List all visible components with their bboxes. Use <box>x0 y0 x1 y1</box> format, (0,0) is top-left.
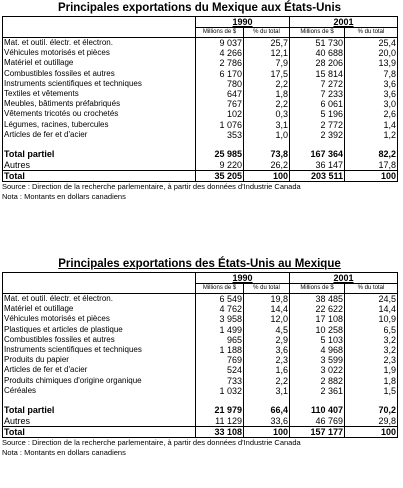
percent-cell: 3,2 <box>345 335 398 345</box>
table-row <box>3 355 398 365</box>
currency-note: Nota : Montants en dollars canadiens <box>2 192 126 202</box>
percent-cell: 14,4 <box>244 304 290 314</box>
value-cell: 7 272 <box>290 79 345 89</box>
row-label: Instruments scientifiques et techniques <box>3 345 196 355</box>
row-label: Mat. et outil. électr. et électron. <box>3 38 196 49</box>
value-cell: 15 814 <box>290 69 345 79</box>
source-note: Source : Direction de la recherche parlementaire, à partir des données d'Industrie Canada <box>2 438 301 448</box>
table-row <box>3 304 398 314</box>
percent-cell: 2,2 <box>244 376 290 386</box>
percent-cell: 4,5 <box>244 325 290 335</box>
percent-cell: 3,6 <box>244 345 290 355</box>
value-cell: 767 <box>196 99 244 109</box>
column-header: Millions de $ <box>290 284 345 294</box>
percent-cell: 1,4 <box>345 120 398 130</box>
corner-cell <box>3 17 196 28</box>
column-header: Millions de $ <box>196 284 244 294</box>
table-row <box>3 99 398 109</box>
value-cell: 6 061 <box>290 99 345 109</box>
source-note: Source : Direction de la recherche parlementaire, à partir des données d'Industrie Canada <box>2 182 301 192</box>
value-cell: 3 022 <box>290 365 345 375</box>
table-row <box>3 89 398 99</box>
table-row <box>3 109 398 119</box>
value-cell: 17 108 <box>290 314 345 324</box>
row-label: Total <box>3 427 196 438</box>
percent-cell: 24,5 <box>345 294 398 305</box>
row-label: Autres <box>3 416 196 427</box>
table-row <box>3 48 398 58</box>
value-cell: 22 622 <box>290 304 345 314</box>
data-table <box>2 16 398 182</box>
row-label: Véhicules motorisés et pièces <box>3 48 196 58</box>
value-cell: 2 882 <box>290 376 345 386</box>
others-row <box>3 160 398 171</box>
percent-cell: 1,8 <box>244 89 290 99</box>
row-label: Véhicules motorisés et pièces <box>3 314 196 324</box>
percent-cell: 12,1 <box>244 48 290 58</box>
year-header: 2001 <box>290 273 398 284</box>
percent-cell: 1,9 <box>345 365 398 375</box>
row-label: Produits chimiques d'origine organique <box>3 376 196 386</box>
percent-cell: 19,8 <box>244 294 290 305</box>
percent-cell: 20,0 <box>345 48 398 58</box>
value-cell: 167 364 <box>290 149 345 160</box>
percent-cell: 70,2 <box>345 405 398 416</box>
value-cell: 780 <box>196 79 244 89</box>
value-cell: 36 147 <box>290 160 345 171</box>
value-cell: 4 968 <box>290 345 345 355</box>
row-label: Légumes, racines, tubercules <box>3 120 196 130</box>
row-label: Céréales <box>3 386 196 396</box>
value-cell: 524 <box>196 365 244 375</box>
value-cell: 38 485 <box>290 294 345 305</box>
percent-cell: 3,1 <box>244 120 290 130</box>
percent-cell: 17,8 <box>345 160 398 171</box>
percent-cell: 3,2 <box>345 345 398 355</box>
value-cell: 769 <box>196 355 244 365</box>
percent-cell: 100 <box>345 171 398 182</box>
value-cell: 4 266 <box>196 48 244 58</box>
value-cell: 4 762 <box>196 304 244 314</box>
percent-cell: 1,0 <box>244 130 290 140</box>
percent-cell: 7,8 <box>345 69 398 79</box>
value-cell: 35 205 <box>196 171 244 182</box>
row-label: Mat. et outil. électr. et électron. <box>3 294 196 305</box>
data-table <box>2 272 398 438</box>
value-cell: 353 <box>196 130 244 140</box>
value-cell: 3 599 <box>290 355 345 365</box>
column-header: % du total <box>244 28 290 38</box>
percent-cell: 6,5 <box>345 325 398 335</box>
percent-cell: 26,2 <box>244 160 290 171</box>
table-row <box>3 314 398 324</box>
row-label: Articles de fer et d'acier <box>3 365 196 375</box>
percent-cell: 3,0 <box>345 99 398 109</box>
row-label: Matériel et outillage <box>3 304 196 314</box>
percent-cell: 33,6 <box>244 416 290 427</box>
table-row <box>3 294 398 305</box>
percent-cell: 10,9 <box>345 314 398 324</box>
percent-cell: 2,2 <box>244 79 290 89</box>
percent-cell: 25,7 <box>244 38 290 49</box>
percent-cell: 13,9 <box>345 58 398 68</box>
corner-cell <box>3 28 196 38</box>
percent-cell: 100 <box>244 427 290 438</box>
percent-cell: 12,0 <box>244 314 290 324</box>
percent-cell: 2,6 <box>345 109 398 119</box>
percent-cell: 7,9 <box>244 58 290 68</box>
corner-cell <box>3 284 196 294</box>
percent-cell: 3,6 <box>345 89 398 99</box>
value-cell: 102 <box>196 109 244 119</box>
percent-cell: 0,3 <box>244 109 290 119</box>
percent-cell: 2,2 <box>244 99 290 109</box>
currency-note: Nota : Montants en dollars canadiens <box>2 448 126 458</box>
value-cell: 1 076 <box>196 120 244 130</box>
value-cell: 110 407 <box>290 405 345 416</box>
value-cell: 21 979 <box>196 405 244 416</box>
value-cell: 11 129 <box>196 416 244 427</box>
value-cell: 7 233 <box>290 89 345 99</box>
year-header: 2001 <box>290 17 398 28</box>
value-cell: 965 <box>196 335 244 345</box>
percent-cell: 17,5 <box>244 69 290 79</box>
subtotal-row <box>3 405 398 416</box>
value-cell: 1 032 <box>196 386 244 396</box>
value-cell: 1 188 <box>196 345 244 355</box>
table-row <box>3 69 398 79</box>
row-label: Meubles, bâtiments préfabriqués <box>3 99 196 109</box>
percent-cell: 3,6 <box>345 79 398 89</box>
value-cell: 6 549 <box>196 294 244 305</box>
percent-cell: 2,3 <box>345 355 398 365</box>
year-header: 1990 <box>196 273 290 284</box>
value-cell: 2 772 <box>290 120 345 130</box>
others-row <box>3 416 398 427</box>
value-cell: 157 177 <box>290 427 345 438</box>
percent-cell: 66,4 <box>244 405 290 416</box>
value-cell: 2 392 <box>290 130 345 140</box>
total-row <box>3 427 398 438</box>
row-label: Plastiques et articles de plastique <box>3 325 196 335</box>
row-label: Combustibles fossiles et autres <box>3 335 196 345</box>
value-cell: 5 196 <box>290 109 345 119</box>
table-row <box>3 365 398 375</box>
table-row <box>3 38 398 49</box>
corner-cell <box>3 273 196 284</box>
table-us-to-mexico <box>2 258 397 458</box>
value-cell: 203 511 <box>290 171 345 182</box>
column-header: % du total <box>244 284 290 294</box>
table-row <box>3 345 398 355</box>
row-label: Matériel et outillage <box>3 58 196 68</box>
value-cell: 647 <box>196 89 244 99</box>
table-title: Principales exportations des États-Unis au Mexique <box>58 258 341 270</box>
value-cell: 2 361 <box>290 386 345 396</box>
percent-cell: 1,5 <box>345 386 398 396</box>
value-cell: 733 <box>196 376 244 386</box>
percent-cell: 14,4 <box>345 304 398 314</box>
row-label: Instruments scientifiques et techniques <box>3 79 196 89</box>
subtotal-row <box>3 149 398 160</box>
value-cell: 46 769 <box>290 416 345 427</box>
value-cell: 9 220 <box>196 160 244 171</box>
table-title: Principales exportations du Mexique aux États-Unis <box>57 2 342 14</box>
table-row <box>3 120 398 130</box>
percent-cell: 1,2 <box>345 130 398 140</box>
row-label: Textiles et vêtements <box>3 89 196 99</box>
row-label: Total <box>3 171 196 182</box>
table-row <box>3 58 398 68</box>
row-label: Combustibles fossiles et autres <box>3 69 196 79</box>
percent-cell: 25,4 <box>345 38 398 49</box>
value-cell: 6 170 <box>196 69 244 79</box>
table-row <box>3 386 398 396</box>
percent-cell: 100 <box>244 171 290 182</box>
value-cell: 28 206 <box>290 58 345 68</box>
percent-cell: 2,9 <box>244 335 290 345</box>
table-row <box>3 79 398 89</box>
value-cell: 1 499 <box>196 325 244 335</box>
column-header: % du total <box>345 284 398 294</box>
total-row <box>3 171 398 182</box>
value-cell: 10 258 <box>290 325 345 335</box>
column-header: % du total <box>345 28 398 38</box>
row-label: Articles de fer et d'acier <box>3 130 196 140</box>
year-header: 1990 <box>196 17 290 28</box>
table-row <box>3 376 398 386</box>
value-cell: 9 037 <box>196 38 244 49</box>
row-label: Total partiel <box>3 405 196 416</box>
value-cell: 51 730 <box>290 38 345 49</box>
percent-cell: 100 <box>345 427 398 438</box>
row-label: Autres <box>3 160 196 171</box>
percent-cell: 73,8 <box>244 149 290 160</box>
row-label: Produits du papier <box>3 355 196 365</box>
value-cell: 5 103 <box>290 335 345 345</box>
table-mexico-to-us <box>2 2 397 202</box>
table-row <box>3 325 398 335</box>
row-label: Total partiel <box>3 149 196 160</box>
table-row <box>3 335 398 345</box>
value-cell: 25 985 <box>196 149 244 160</box>
percent-cell: 2,3 <box>244 355 290 365</box>
percent-cell: 3,1 <box>244 386 290 396</box>
column-header: Millions de $ <box>290 28 345 38</box>
column-header: Millions de $ <box>196 28 244 38</box>
percent-cell: 82,2 <box>345 149 398 160</box>
percent-cell: 1,6 <box>244 365 290 375</box>
percent-cell: 1,8 <box>345 376 398 386</box>
row-label: Vêtements tricotés ou crochetés <box>3 109 196 119</box>
percent-cell: 29,8 <box>345 416 398 427</box>
value-cell: 2 786 <box>196 58 244 68</box>
table-row <box>3 130 398 140</box>
value-cell: 40 688 <box>290 48 345 58</box>
value-cell: 33 108 <box>196 427 244 438</box>
value-cell: 3 958 <box>196 314 244 324</box>
